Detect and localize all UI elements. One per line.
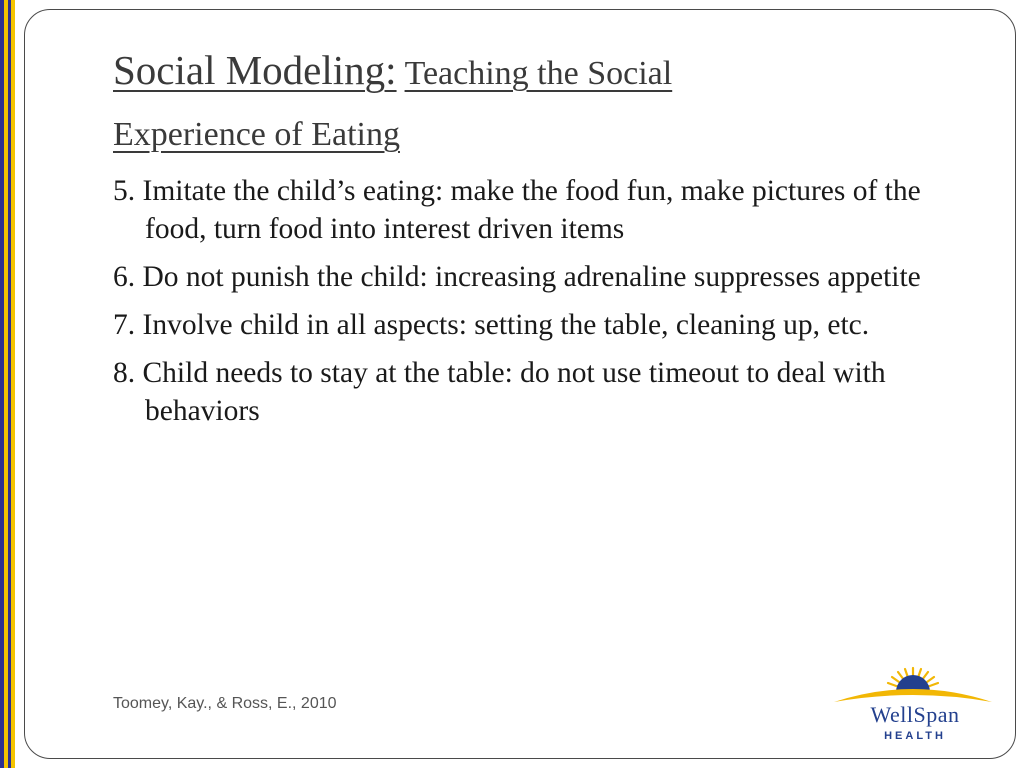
bullet-list (113, 172, 963, 440)
edge-stripe-yellow-2 (11, 0, 15, 768)
logo-wordmark: WellSpan (870, 702, 960, 727)
citation: Toomey, Kay., & Ross, E., 2010 (113, 695, 337, 712)
wellspan-logo (828, 662, 998, 750)
title-sub-line-1: Teaching the Social (404, 55, 673, 92)
bullet-item: 6. Do not punish the child: increasing adrenaline suppresses appetite (113, 261, 921, 293)
bullet-item: 7. Involve child in all aspects: setting the table, cleaning up, etc. (113, 309, 870, 341)
logo-subtitle: HEALTH (884, 730, 946, 742)
bullet-item: 8. Child needs to stay at the table: do not use timeout to deal with behaviors (113, 357, 886, 427)
slide-title (113, 40, 953, 165)
title-main: Social Modeling: (113, 47, 397, 93)
bullet-item: 5. Imitate the child’s eating: make the food fun, make pictures of the food, turn food into interest driven items (113, 175, 921, 245)
title-sub-line-2: Experience of Eating (113, 116, 400, 153)
